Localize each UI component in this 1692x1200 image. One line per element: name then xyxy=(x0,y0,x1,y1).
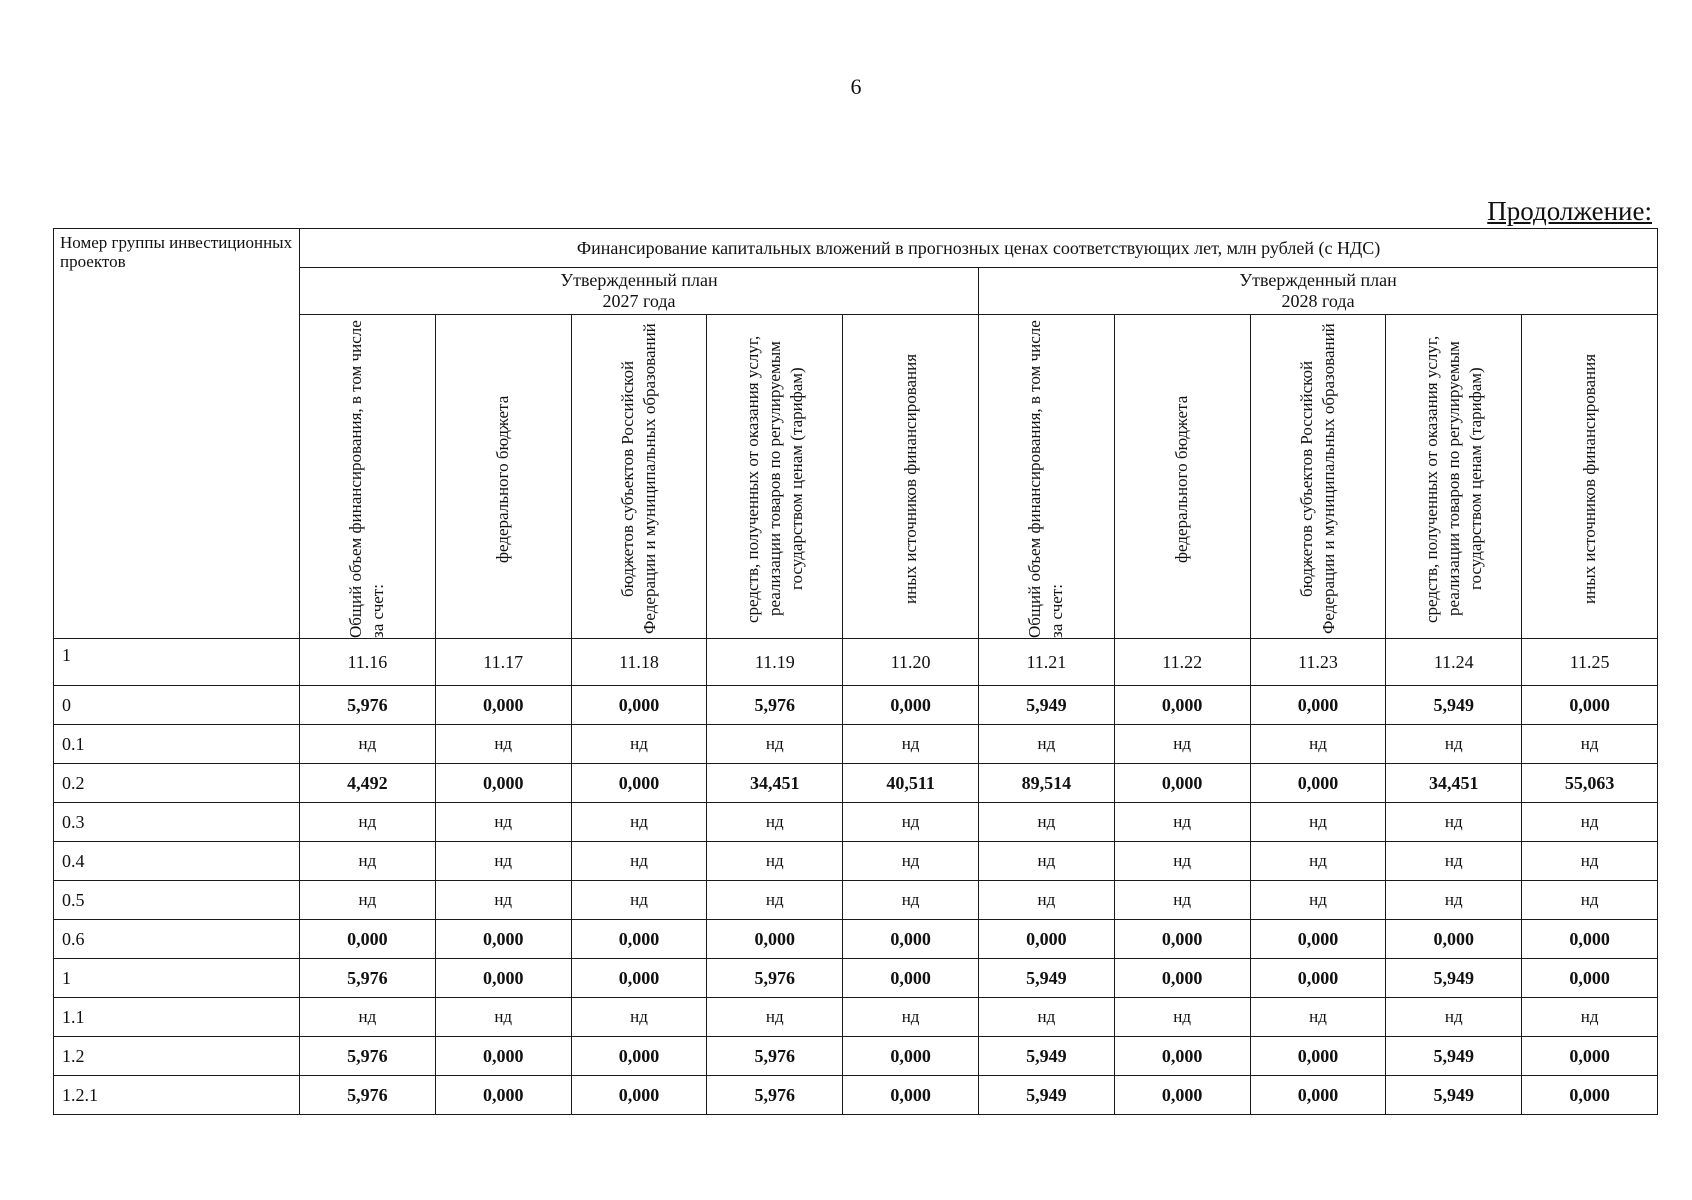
subcolumn-header-text: иных источников финансирования xyxy=(900,353,920,605)
value-cell: нд xyxy=(978,842,1114,881)
value-cell: 5,976 xyxy=(707,959,843,998)
financing-table xyxy=(53,228,1658,1115)
value-cell: 0,000 xyxy=(843,1076,979,1115)
value-cell: нд xyxy=(1114,725,1250,764)
subcolumn-header-text: бюджетов субъектов Российской Федерации и муниципальных образований xyxy=(1296,323,1338,635)
plan-2027-header xyxy=(300,268,979,315)
value-cell: нд xyxy=(1522,881,1658,920)
value-cell: 0,000 xyxy=(707,920,843,959)
subcolumn-header-federal-budget-2028 xyxy=(1114,315,1250,639)
value-cell: нд xyxy=(1250,803,1386,842)
value-cell: нд xyxy=(1522,842,1658,881)
table-row xyxy=(54,842,1658,881)
value-cell: нд xyxy=(571,998,707,1037)
value-cell: 0,000 xyxy=(571,920,707,959)
page-number: 6 xyxy=(850,74,862,99)
value-cell: нд xyxy=(978,998,1114,1037)
value-cell: 0,000 xyxy=(571,764,707,803)
value-cell: 0,000 xyxy=(1250,686,1386,725)
value-cell: 55,063 xyxy=(1522,764,1658,803)
column-number-cell: 11.17 xyxy=(435,639,571,686)
value-cell: нд xyxy=(435,803,571,842)
column-number-cell: 11.22 xyxy=(1114,639,1250,686)
value-cell: нд xyxy=(435,998,571,1037)
column-number-cell: 11.25 xyxy=(1522,639,1658,686)
value-cell: 0,000 xyxy=(843,959,979,998)
value-cell: нд xyxy=(1522,803,1658,842)
value-cell: нд xyxy=(707,725,843,764)
value-cell: 0,000 xyxy=(1114,1076,1250,1115)
value-cell: 0,000 xyxy=(1114,1037,1250,1076)
value-cell: 0,000 xyxy=(1522,959,1658,998)
value-cell: нд xyxy=(1386,725,1522,764)
value-cell: нд xyxy=(300,842,436,881)
column-number-cell: 11.16 xyxy=(300,639,436,686)
value-cell: 0,000 xyxy=(1114,764,1250,803)
group-number-header: Номер группы инвестиционных проектов xyxy=(54,229,300,639)
value-cell: 0,000 xyxy=(571,1076,707,1115)
group-number-cell: 0.3 xyxy=(54,803,300,842)
group-number-cell: 0 xyxy=(54,686,300,725)
continuation-label: Продолжение: xyxy=(1487,196,1652,226)
subcolumn-header-text: средств, полученных от оказания услуг, реализации товаров по регулируемым государством ценам (тарифам) xyxy=(1421,335,1485,623)
value-cell: 0,000 xyxy=(1522,1037,1658,1076)
subcolumn-header-text: Общий объем финансирования, в том числе за счет: xyxy=(1025,320,1067,638)
financing-title: Финансирование капитальных вложений в прогнозных ценах соответствующих лет, млн рублей (с НДС) xyxy=(300,229,1658,268)
group-number-cell: 0.2 xyxy=(54,764,300,803)
column-number-cell: 11.23 xyxy=(1250,639,1386,686)
value-cell: 5,949 xyxy=(1386,1037,1522,1076)
value-cell: 0,000 xyxy=(1114,959,1250,998)
subcolumn-header-text: бюджетов субъектов Российской Федерации и муниципальных образований xyxy=(617,323,659,635)
value-cell: нд xyxy=(1386,998,1522,1037)
table-row xyxy=(54,725,1658,764)
value-cell: 5,976 xyxy=(300,959,436,998)
value-cell: нд xyxy=(300,803,436,842)
value-cell: нд xyxy=(1250,998,1386,1037)
value-cell: нд xyxy=(978,881,1114,920)
value-cell: нд xyxy=(1114,842,1250,881)
table-row xyxy=(54,959,1658,998)
value-cell: нд xyxy=(1386,881,1522,920)
plan-2028-line1: Утвержденный план xyxy=(1239,270,1397,290)
value-cell: нд xyxy=(1114,881,1250,920)
group-number-cell: 0.6 xyxy=(54,920,300,959)
table-row xyxy=(54,764,1658,803)
subcolumn-header-text: иных источников финансирования xyxy=(1579,353,1599,605)
value-cell: 34,451 xyxy=(707,764,843,803)
value-cell: 0,000 xyxy=(1386,920,1522,959)
value-cell: нд xyxy=(1386,842,1522,881)
group-number-cell: 1 xyxy=(54,959,300,998)
value-cell: нд xyxy=(571,803,707,842)
value-cell: 4,492 xyxy=(300,764,436,803)
group-number-cell: 1.2.1 xyxy=(54,1076,300,1115)
value-cell: 5,949 xyxy=(1386,1076,1522,1115)
value-cell: нд xyxy=(435,725,571,764)
table-row xyxy=(54,920,1658,959)
value-cell: нд xyxy=(978,803,1114,842)
value-cell: нд xyxy=(1250,842,1386,881)
column-number-cell: 11.19 xyxy=(707,639,843,686)
value-cell: нд xyxy=(571,842,707,881)
value-cell: 5,976 xyxy=(300,686,436,725)
value-cell: 0,000 xyxy=(571,1037,707,1076)
value-cell: нд xyxy=(1522,725,1658,764)
value-cell: нд xyxy=(1114,998,1250,1037)
value-cell: 0,000 xyxy=(843,686,979,725)
subcolumn-header-total-financing-2028 xyxy=(978,315,1114,639)
value-cell: 5,949 xyxy=(978,1037,1114,1076)
value-cell: нд xyxy=(300,725,436,764)
value-cell: 0,000 xyxy=(1522,920,1658,959)
group-number-cell: 0.5 xyxy=(54,881,300,920)
value-cell: 0,000 xyxy=(435,764,571,803)
subcolumn-header-regional-municipal-budgets-2027 xyxy=(571,315,707,639)
value-cell: нд xyxy=(1250,725,1386,764)
value-cell: нд xyxy=(843,842,979,881)
group-number-cell: 0.1 xyxy=(54,725,300,764)
column-number-cell: 11.20 xyxy=(843,639,979,686)
table-row xyxy=(54,803,1658,842)
value-cell: нд xyxy=(843,803,979,842)
value-cell: 0,000 xyxy=(300,920,436,959)
group-number-cell: 1.2 xyxy=(54,1037,300,1076)
value-cell: нд xyxy=(707,998,843,1037)
value-cell: нд xyxy=(707,881,843,920)
table-row xyxy=(54,998,1658,1037)
subcolumn-header-regulated-tariff-funds-2027 xyxy=(707,315,843,639)
value-cell: 0,000 xyxy=(1114,920,1250,959)
value-cell: нд xyxy=(435,842,571,881)
value-cell: нд xyxy=(435,881,571,920)
value-cell: нд xyxy=(978,725,1114,764)
subcolumn-header-regulated-tariff-funds-2028 xyxy=(1386,315,1522,639)
subcolumn-header-total-financing-2027 xyxy=(300,315,436,639)
column-number-row xyxy=(54,639,1658,686)
column-number-cell: 11.21 xyxy=(978,639,1114,686)
value-cell: нд xyxy=(1386,803,1522,842)
value-cell: 0,000 xyxy=(1250,959,1386,998)
value-cell: 0,000 xyxy=(1250,764,1386,803)
value-cell: 0,000 xyxy=(435,920,571,959)
value-cell: 0,000 xyxy=(1250,1037,1386,1076)
value-cell: 0,000 xyxy=(1114,686,1250,725)
value-cell: 5,949 xyxy=(978,959,1114,998)
subcolumn-header-regional-municipal-budgets-2028 xyxy=(1250,315,1386,639)
plan-2028-header xyxy=(978,268,1657,315)
value-cell: 0,000 xyxy=(1522,1076,1658,1115)
table-row xyxy=(54,686,1658,725)
plan-2028-line2: 2028 года xyxy=(1281,291,1355,311)
value-cell: 5,976 xyxy=(300,1037,436,1076)
value-cell: 0,000 xyxy=(978,920,1114,959)
value-cell: нд xyxy=(300,881,436,920)
value-cell: нд xyxy=(843,881,979,920)
value-cell: 5,949 xyxy=(1386,959,1522,998)
table-row xyxy=(54,881,1658,920)
column-number-cell: 11.18 xyxy=(571,639,707,686)
value-cell: нд xyxy=(843,725,979,764)
subcolumn-header-text: федерального бюджета xyxy=(1172,395,1192,563)
value-cell: нд xyxy=(300,998,436,1037)
value-cell: 0,000 xyxy=(1522,686,1658,725)
value-cell: 5,976 xyxy=(300,1076,436,1115)
subcolumn-header-federal-budget-2027 xyxy=(435,315,571,639)
value-cell: 0,000 xyxy=(435,959,571,998)
value-cell: 0,000 xyxy=(571,959,707,998)
value-cell: 5,976 xyxy=(707,1076,843,1115)
value-cell: 0,000 xyxy=(843,920,979,959)
value-cell: 0,000 xyxy=(435,1037,571,1076)
subcolumn-header-text: федерального бюджета xyxy=(493,395,513,563)
table-row xyxy=(54,1037,1658,1076)
value-cell: 40,511 xyxy=(843,764,979,803)
subcolumn-header-other-sources-2028 xyxy=(1522,315,1658,639)
value-cell: нд xyxy=(707,842,843,881)
header-row-title xyxy=(54,229,1658,268)
subcolumn-header-text: Общий объем финансирования, в том числе за счет: xyxy=(346,320,388,638)
value-cell: нд xyxy=(707,803,843,842)
value-cell: 5,949 xyxy=(1386,686,1522,725)
group-number-cell: 1.1 xyxy=(54,998,300,1037)
value-cell: 0,000 xyxy=(843,1037,979,1076)
column-number-label: 1 xyxy=(54,639,300,686)
value-cell: нд xyxy=(1522,998,1658,1037)
value-cell: 5,976 xyxy=(707,686,843,725)
value-cell: 0,000 xyxy=(1250,1076,1386,1115)
plan-2027-line1: Утвержденный план xyxy=(560,270,718,290)
value-cell: 0,000 xyxy=(435,686,571,725)
value-cell: нд xyxy=(571,881,707,920)
value-cell: 0,000 xyxy=(435,1076,571,1115)
column-number-cell: 11.24 xyxy=(1386,639,1522,686)
value-cell: нд xyxy=(1250,881,1386,920)
table-row xyxy=(54,1076,1658,1115)
value-cell: 5,976 xyxy=(707,1037,843,1076)
group-number-cell: 0.4 xyxy=(54,842,300,881)
value-cell: 34,451 xyxy=(1386,764,1522,803)
value-cell: нд xyxy=(571,725,707,764)
value-cell: 5,949 xyxy=(978,686,1114,725)
value-cell: 0,000 xyxy=(1250,920,1386,959)
plan-2027-line2: 2027 года xyxy=(602,291,676,311)
value-cell: 5,949 xyxy=(978,1076,1114,1115)
subcolumn-header-text: средств, полученных от оказания услуг, реализации товаров по регулируемым государством ценам (тарифам) xyxy=(742,335,806,623)
value-cell: нд xyxy=(1114,803,1250,842)
value-cell: 0,000 xyxy=(571,686,707,725)
subcolumn-header-other-sources-2027 xyxy=(843,315,979,639)
value-cell: 89,514 xyxy=(978,764,1114,803)
value-cell: нд xyxy=(843,998,979,1037)
